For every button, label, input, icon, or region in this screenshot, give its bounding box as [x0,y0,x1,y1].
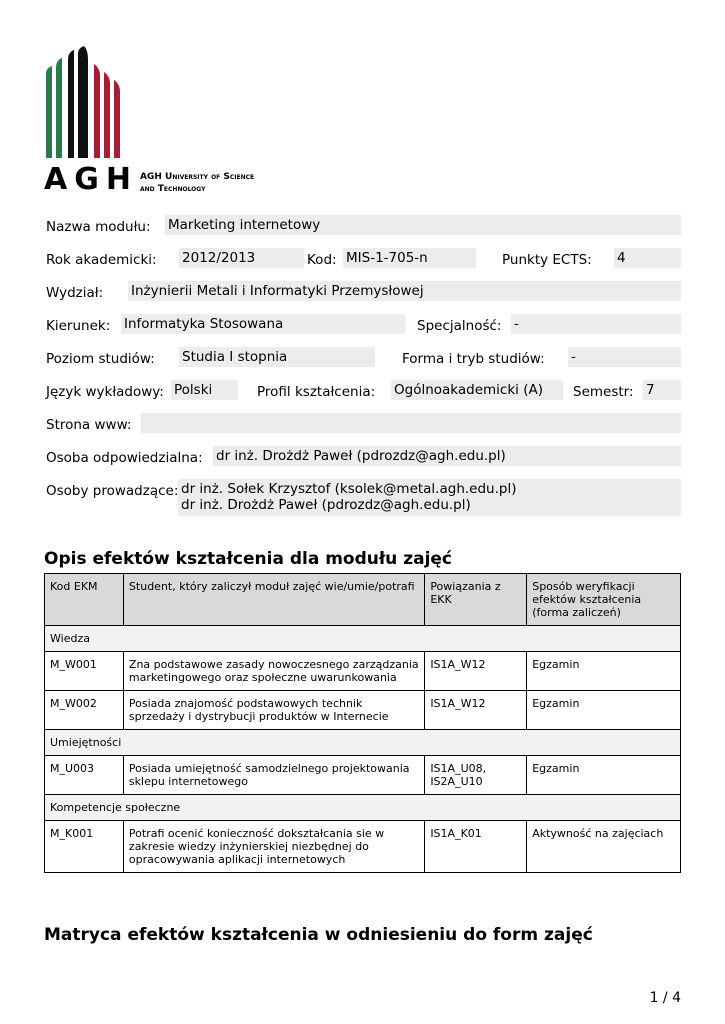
semester-label: Semestr: [573,384,634,400]
module-name-value: Marketing internetowy [165,215,681,235]
header-code: Kod EKM [45,574,124,626]
form-value: - [568,347,681,367]
form-label: Forma i tryb studiów: [402,351,545,367]
row-code: M_W001 [45,652,124,691]
row-code: M_U003 [45,756,124,795]
ects-label: Punkty ECTS: [502,252,592,268]
level-value: Studia I stopnia [179,347,375,367]
year-label: Rok akademicki: [46,252,157,268]
year-value: 2012/2013 [179,248,304,268]
responsible-label: Osoba odpowiedzialna: [46,450,203,466]
teachers-value [178,479,681,516]
row-ekk: IS1A_K01 [425,821,527,873]
level-label: Poziom studiów: [46,351,155,367]
row-verification: Aktywność na zajęciach [527,821,681,873]
logo-line2: and Technology [140,184,206,194]
profile-value: Ogólnoakademicki (A) [391,380,563,400]
agh-logo [44,46,274,196]
table-row [45,691,681,730]
row-ekk: IS1A_U08, IS2A_U10 [425,756,527,795]
category-knowledge: Wiedza [45,626,681,652]
spec-value: - [511,314,681,334]
field-label: Kierunek: [46,318,111,334]
logo-letters: AGH [44,162,138,197]
agh-stripes-icon [44,46,124,158]
row-desc: Potrafi ocenić konieczność dokształcania sie w zakresie wiedzy inżynierskiej niezbędnej do opracowywania aplikacji internetowych [123,821,424,873]
faculty-value: Inżynierii Metali i Informatyki Przemysłowej [128,281,681,301]
row-verification: Egzamin [527,652,681,691]
row-ekk: IS1A_W12 [425,652,527,691]
row-desc: Posiada znajomość podstawowych technik sprzedaży i dystrybucji produktów w Internecie [123,691,424,730]
table-row [45,652,681,691]
teachers-label: Osoby prowadzące: [46,483,179,499]
header-desc: Student, który zaliczył moduł zajęć wie/umie/potrafi [123,574,424,626]
header-verification: Sposób weryfikacji efektów kształcenia (forma zaliczeń) [527,574,681,626]
spec-label: Specjalność: [417,318,502,334]
ects-value: 4 [614,248,681,268]
table-row [45,821,681,873]
www-value [141,413,681,433]
profile-label: Profil kształcenia: [257,384,376,400]
module-name-label: Nazwa modułu: [46,219,151,235]
lang-value: Polski [171,380,238,400]
table-header-row [45,574,681,626]
teacher-1: dr inż. Sołek Krzysztof (ksolek@metal.agh.edu.pl) [181,481,517,497]
logo-line1: AGH University of Science [140,172,255,182]
row-code: M_W002 [45,691,124,730]
lang-label: Język wykładowy: [46,384,164,400]
category-row [45,730,681,756]
category-row [45,626,681,652]
category-social: Kompetencje społeczne [45,795,681,821]
code-value: MIS-1-705-n [343,248,476,268]
responsible-value: dr inż. Drożdż Paweł (pdrozdz@agh.edu.pl) [213,446,681,466]
teacher-2: dr inż. Drożdż Paweł (pdrozdz@agh.edu.pl) [181,497,471,513]
ekm-table [44,573,681,873]
header-ekk: Powiązania z EKK [425,574,527,626]
page-number: 1 / 4 [649,990,681,1006]
table-row [45,756,681,795]
www-label: Strona www: [46,417,132,433]
row-verification: Egzamin [527,691,681,730]
field-value: Informatyka Stosowana [121,314,405,334]
faculty-label: Wydział: [46,285,104,301]
section2-title: Matryca efektów kształcenia w odniesieniu do form zajęć [44,925,593,945]
row-verification: Egzamin [527,756,681,795]
code-label: Kod: [307,252,337,268]
section1-title: Opis efektów kształcenia dla modułu zajęć [44,549,453,569]
category-row [45,795,681,821]
row-code: M_K001 [45,821,124,873]
row-desc: Zna podstawowe zasady nowoczesnego zarządzania marketingowego oraz społeczne uwarunkowania [123,652,424,691]
row-desc: Posiada umiejętność samodzielnego projektowania sklepu internetowego [123,756,424,795]
row-ekk: IS1A_W12 [425,691,527,730]
category-skills: Umiejętności [45,730,681,756]
semester-value: 7 [643,380,681,400]
